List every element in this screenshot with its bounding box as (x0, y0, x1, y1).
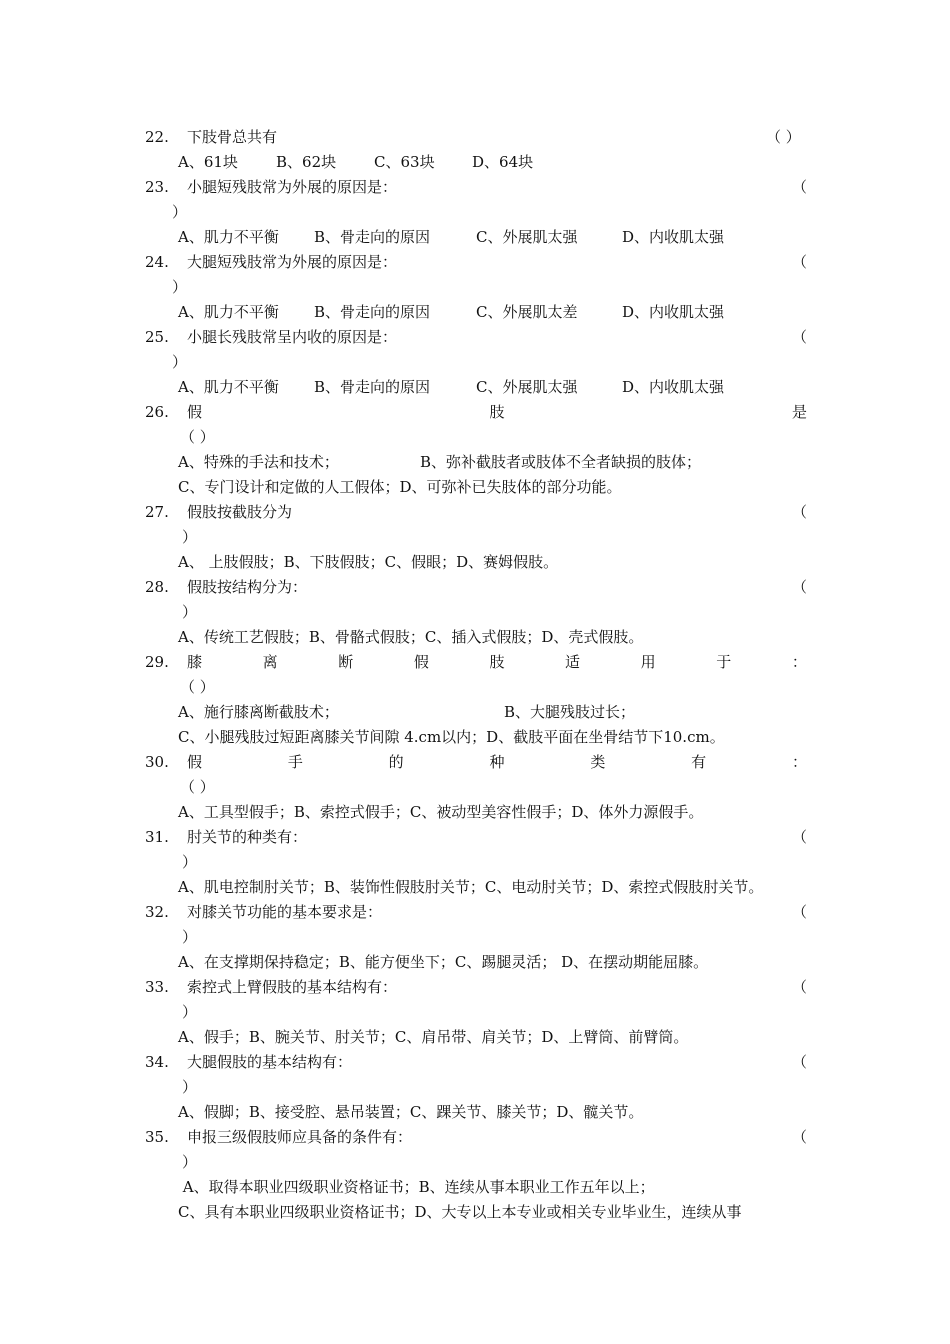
question-23 (0, 175, 950, 199)
answer-blank: （ ） (180, 778, 215, 796)
stem-char: 肢 (489, 403, 505, 421)
question-number: 23. (145, 178, 169, 196)
answer-blank-open: （ (792, 253, 808, 271)
stem-char: 膝 (187, 653, 203, 671)
question-number: 32. (145, 903, 169, 921)
option-b: B、骨走向的原因 (314, 303, 431, 321)
answer-blank-open: （ (792, 503, 808, 521)
options-text: A、工具型假手；B、索控式假手；C、被动型美容性假手；D、体外力源假手。 (178, 803, 704, 821)
question-number: 35. (145, 1128, 169, 1146)
options-26-row2 (0, 475, 950, 499)
question-stem: 下肢骨总共有 (187, 128, 278, 146)
stem-char: 种 (489, 753, 505, 771)
option-c: C、外展肌太强 (476, 378, 578, 396)
answer-blank-close: ） (182, 928, 198, 946)
option-d: D、内收肌太强 (622, 378, 725, 396)
options-31 (0, 875, 950, 899)
option-d: D、64块 (472, 153, 534, 171)
option-c: C、63块 (374, 153, 435, 171)
answer-blank-open: （ (792, 1128, 808, 1146)
options-25 (0, 375, 950, 399)
options-text: A、肌电控制肘关节；B、装饰性假肢肘关节；C、电动肘关节；D、索控式假肢肘关节。 (178, 878, 764, 896)
option-d: D、内收肌太强 (622, 228, 725, 246)
question-number: 24. (145, 253, 169, 271)
stem-char: 是 (791, 403, 807, 421)
answer-blank-open: （ (792, 1053, 808, 1071)
question-27 (0, 500, 950, 524)
option-b: B、大腿残肢过长； (504, 703, 636, 721)
question-number: 25. (145, 328, 169, 346)
options-text: A、 上肢假肢；B、下肢假肢；C、假眼；D、赛姆假肢。 (178, 553, 559, 571)
answer-blank: （ ） (180, 428, 215, 446)
options-26-row1 (0, 450, 950, 474)
answer-blank: （ ） (180, 678, 215, 696)
answer-blank-line (0, 675, 950, 699)
options-text: A、传统工艺假肢；B、骨骼式假肢；C、插入式假肢；D、壳式假肢。 (178, 628, 644, 646)
answer-blank-line (0, 425, 950, 449)
options-32 (0, 950, 950, 974)
answer-blank-close-line (0, 600, 950, 624)
question-stem: 对膝关节功能的基本要求是： (187, 903, 383, 921)
stem-char: 离 (262, 653, 278, 671)
answer-blank-close-line (0, 525, 950, 549)
option-a: A、肌力不平衡 (178, 303, 279, 321)
option-d: D、内收肌太强 (622, 303, 725, 321)
question-stem: 申报三级假肢师应具备的条件有： (187, 1128, 413, 1146)
stem-char: 假 (187, 753, 203, 771)
stem-char: 假 (413, 653, 429, 671)
answer-blank-open: （ (792, 178, 808, 196)
question-number: 27. (145, 503, 169, 521)
question-number: 22. (145, 128, 169, 146)
answer-blank-close-line (0, 1150, 950, 1174)
option-a-b: A、取得本职业四级职业资格证书；B、连续从事本职业工作五年以上； (178, 1178, 655, 1196)
question-number: 33. (145, 978, 169, 996)
options-text: A、假脚；B、接受腔、悬吊装置；C、踝关节、膝关节；D、髋关节。 (178, 1103, 644, 1121)
question-stem: 索控式上臂假肢的基本结构有： (187, 978, 398, 996)
options-text: A、在支撑期保持稳定；B、能方便坐下；C、踢腿灵活； D、在摆动期能屈膝。 (178, 953, 709, 971)
options-28 (0, 625, 950, 649)
question-25 (0, 325, 950, 349)
stem-char: 适 (565, 653, 581, 671)
question-33 (0, 975, 950, 999)
question-number: 31. (145, 828, 169, 846)
question-stem: 大腿短残肢常为外展的原因是： (187, 253, 398, 271)
options-text: A、假手；B、腕关节、肘关节；C、肩吊带、肩关节；D、上臂筒、前臂筒。 (178, 1028, 689, 1046)
stem-char: ： (791, 653, 807, 671)
answer-blank-close: ） (182, 528, 198, 546)
option-c-d: C、具有本职业四级职业资格证书；D、大专以上本专业或相关专业毕业生，连续从事 (178, 1203, 742, 1221)
answer-blank-close: ） (182, 1153, 198, 1171)
question-number: 26. (145, 403, 169, 421)
stem-char: 断 (338, 653, 354, 671)
options-23 (0, 225, 950, 249)
question-26 (0, 400, 950, 424)
question-28 (0, 575, 950, 599)
option-b: B、弥补截肢者或肢体不全者缺损的肢体； (420, 453, 702, 471)
option-b: B、骨走向的原因 (314, 378, 431, 396)
question-stem (187, 650, 807, 674)
question-35 (0, 1125, 950, 1149)
stem-char: ： (791, 753, 807, 771)
answer-blank-open: （ (792, 978, 808, 996)
question-number: 28. (145, 578, 169, 596)
option-b: B、62块 (276, 153, 337, 171)
stem-char: 用 (640, 653, 656, 671)
answer-blank-close: ） (182, 1003, 198, 1021)
option-c: C、外展肌太差 (476, 303, 578, 321)
answer-blank-close-line (0, 1075, 950, 1099)
answer-blank-close-line (0, 350, 950, 374)
answer-blank-close: ） (172, 278, 188, 296)
question-stem: 肘关节的种类有： (187, 828, 308, 846)
option-c-d: C、小腿残肢过短距离膝关节间隙 4.cm以内；D、截肢平面在坐骨结节下10.cm。 (178, 728, 725, 746)
option-c-d: C、专门设计和定做的人工假体；D、可弥补已失肢体的部分功能。 (178, 478, 622, 496)
question-24 (0, 250, 950, 274)
answer-blank-close: ） (172, 353, 188, 371)
options-22 (0, 150, 950, 174)
question-29 (0, 650, 950, 674)
answer-blank-close: ） (182, 603, 198, 621)
answer-blank-open: （ (792, 578, 808, 596)
question-number: 29. (145, 653, 169, 671)
stem-char: 类 (590, 753, 606, 771)
options-24 (0, 300, 950, 324)
answer-blank-close: ） (182, 1078, 198, 1096)
question-30 (0, 750, 950, 774)
option-a: A、施行膝离断截肢术； (178, 703, 339, 721)
stem-char: 手 (287, 753, 303, 771)
answer-blank-close-line (0, 1000, 950, 1024)
option-a: A、肌力不平衡 (178, 228, 279, 246)
question-34 (0, 1050, 950, 1074)
option-a: A、61块 (178, 153, 238, 171)
question-number: 30. (145, 753, 169, 771)
question-stem: 小腿短残肢常为外展的原因是： (187, 178, 398, 196)
stem-char: 假 (187, 403, 203, 421)
answer-blank-open: （ (792, 903, 808, 921)
question-stem (187, 750, 807, 774)
options-34 (0, 1100, 950, 1124)
options-29-row2 (0, 725, 950, 749)
options-27 (0, 550, 950, 574)
answer-blank: （ ） (766, 128, 801, 146)
options-30 (0, 800, 950, 824)
option-a: A、肌力不平衡 (178, 378, 279, 396)
option-b: B、骨走向的原因 (314, 228, 431, 246)
stem-char: 肢 (489, 653, 505, 671)
answer-blank-close: ） (172, 203, 188, 221)
options-29-row1 (0, 700, 950, 724)
stem-char: 的 (388, 753, 404, 771)
stem-char: 有 (691, 753, 707, 771)
option-c: C、外展肌太强 (476, 228, 578, 246)
question-stem: 假肢按截肢分为 (187, 503, 293, 521)
question-number: 34. (145, 1053, 169, 1071)
stem-char: 于 (716, 653, 732, 671)
options-33 (0, 1025, 950, 1049)
question-32 (0, 900, 950, 924)
question-31 (0, 825, 950, 849)
answer-blank-close-line (0, 200, 950, 224)
question-22 (0, 125, 950, 149)
question-stem: 小腿长残肢常呈内收的原因是： (187, 328, 398, 346)
answer-blank-close: ） (182, 853, 198, 871)
answer-blank-open: （ (792, 828, 808, 846)
question-stem (187, 400, 807, 424)
answer-blank-close-line (0, 850, 950, 874)
question-stem: 假肢按结构分为： (187, 578, 308, 596)
options-35-row1 (0, 1175, 950, 1199)
options-35-row2 (0, 1200, 950, 1224)
option-a: A、特殊的手法和技术； (178, 453, 339, 471)
question-stem: 大腿假肢的基本结构有： (187, 1053, 353, 1071)
answer-blank-open: （ (792, 328, 808, 346)
answer-blank-close-line (0, 275, 950, 299)
answer-blank-close-line (0, 925, 950, 949)
answer-blank-line (0, 775, 950, 799)
